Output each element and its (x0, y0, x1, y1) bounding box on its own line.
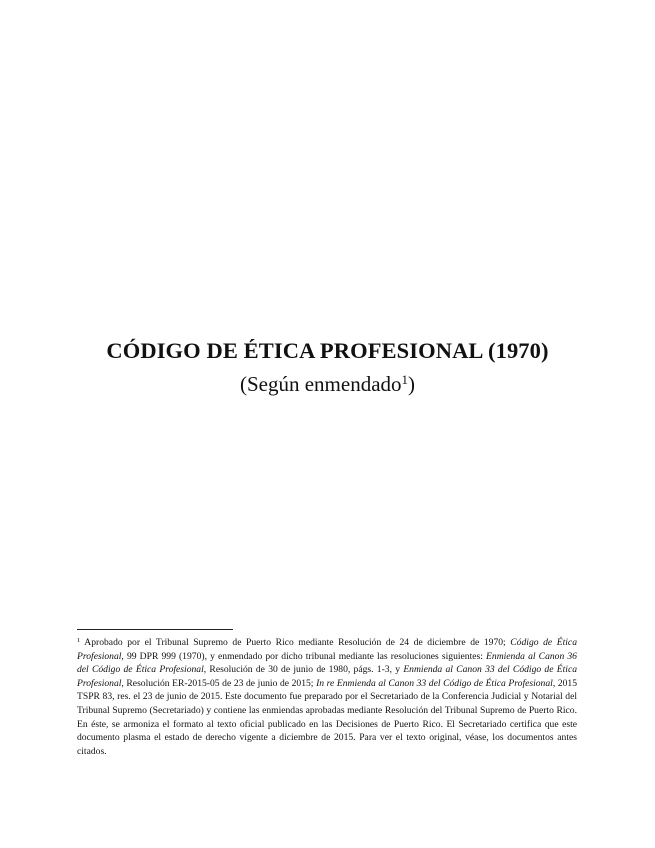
footnote-marker: 1 (77, 637, 81, 644)
footnote-citation: In re Enmienda al Canon 33 del Código de Ética Profesional (316, 677, 553, 689)
footnote-segment: Aprobado por el Tribunal Supremo de Puerto Rico mediante Resolución de 24 de diciembre de 1970; (80, 637, 511, 648)
footnote-segment: , Resolución ER-2015-05 de 23 de junio de 2015; (121, 677, 317, 689)
footnote-segment: , 99 DPR 999 (1970), y enmendado por dicho tribunal mediante las resoluciones siguientes: (121, 650, 487, 662)
footnote-reference: 1 (401, 371, 409, 387)
document-subtitle (0, 372, 655, 397)
subtitle-close: ) (408, 372, 416, 396)
subtitle-text: (Según enmendado (239, 372, 402, 396)
footnote-citation: Enmienda al Canon 33 del Código de Ética Profesional (77, 664, 578, 689)
footnote-text (77, 636, 577, 758)
footnote-separator (77, 629, 233, 630)
footnote-body (77, 637, 577, 757)
footnote-citation: Enmienda al Canon 36 del Código de Ética Profesional (77, 650, 577, 676)
footnote-segment: , 2015 TSPR 83, res. el 23 de junio de 2015. Este documento fue preparado por el Secretariado de la Conferencia Judicial y Notarial del Tribunal Supremo (Secretariado) y contiene las enmiendas aprobadas mediante Resolución del Tribunal Supremo de Puerto Rico. En éste, se armoniza el formato al texto oficial publicado en las Decisiones de Puerto Rico. El Secretariado certifica que este documento plasma el estado de derecho vigente a diciembre de 2015. Para ver el texto original, véase, los documentos antes citados. (77, 677, 578, 757)
footnote-segment: , Resolución de 30 de junio de 1980, págs. 1-3, y (203, 664, 404, 676)
footnote-citation: Código de Ética Profesional (77, 637, 577, 662)
document-title: CÓDIGO DE ÉTICA PROFESIONAL (1970) (106, 338, 549, 363)
